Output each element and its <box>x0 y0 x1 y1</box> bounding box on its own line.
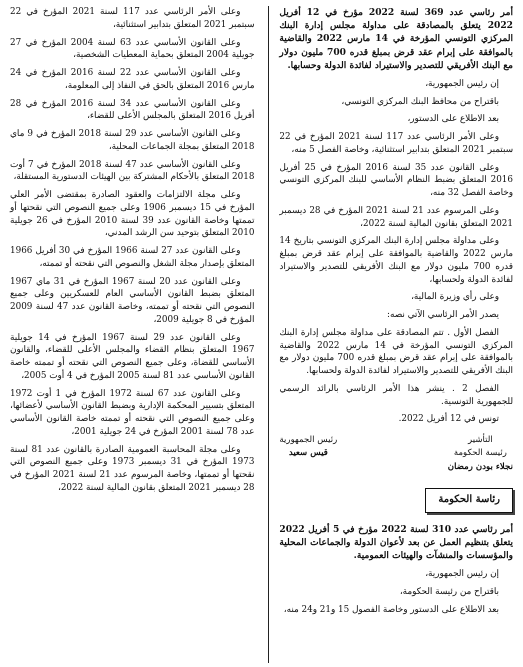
decree-310-para: إن رئيس الجمهورية، <box>425 569 499 580</box>
president-role: رئيس الجمهورية <box>279 435 338 446</box>
decree-310-para: باقتراح من رئيسة الحكومة، <box>399 586 499 597</box>
right-column <box>268 6 513 663</box>
decree-369-para: وعلى الأمر الرئاسي عدد 117 لسنة 2021 المؤرخ في 22 سبتمبر 2021 المتعلق بتدابير استثنائية، وخاصة الفصل 5 منه، <box>279 132 513 155</box>
left-column <box>10 6 254 663</box>
two-column-layout <box>10 6 513 663</box>
legal-reference: وعلى القانون عدد 20 لسنة 1967 المؤرخ في 31 ماي 1967 المتعلق بضبط القانون الأساسي العام للعسكريين وعلى جميع النصوص التي نقحته أو تممته، وخاصة القانون عدد 47 لسنة 2009 المؤرخ في 8 جويلية 2009، <box>10 276 255 325</box>
countersign-label: التأشير <box>468 435 493 446</box>
section-label: رئاسة الحكومة <box>425 488 513 513</box>
countersign-block <box>448 434 513 474</box>
signature-block <box>279 434 513 474</box>
decree-310-para: بعد الاطلاع على الدستور وخاصة الفصول 15 و21 و24 منه، <box>283 604 499 615</box>
decree-369-para: بعد الاطلاع على الدستور، <box>407 114 499 125</box>
legal-reference: وعلى القانون عدد 29 لسنة 1967 المؤرخ في 14 جويلية 1967 المتعلق بنظام القضاء والمجلس الأعلى للقضاء، والقانون الأساسي للقضاة، وعلى جميع النصوص التي نقحته أو تممته خاصة القانون الأساسي عدد 81 لسنة 2005 المؤرخ في 4 أوت 2005، <box>10 332 255 381</box>
legal-reference: وعلى القانون عدد 67 لسنة 1972 المؤرخ في 1 أوت 1972 المتعلق بتسيير المحكمة الإدارية وبضبط القانون الأساسي لأعضائها، وعلى جميع النصوص التي نقحته أو تممته خاصة القانون الأساسي عدد 78 لسنة 2001 المؤرخ في 24 جويلية 2001، <box>10 388 255 437</box>
legal-reference: وعلى القانون عدد 27 لسنة 1966 المؤرخ في 30 أفريل 1966 المتعلق بإصدار مجلة الشغل والنصوص التي نقحته أو تممته، <box>10 246 255 269</box>
legal-reference: وعلى الأمر الرئاسي عدد 117 لسنة 2021 المؤرخ في 22 سبتمبر 2021 المتعلق بتدابير استثنائية، <box>10 7 255 30</box>
section-header-row <box>279 484 513 523</box>
legal-reference: وعلى القانون الأساسي عدد 47 لسنة 2018 المؤرخ في 7 أوت 2018 المتعلق بالأحكام المشتركة بين الهيئات الدستورية المستقلة، <box>10 159 255 183</box>
decree-369-para: وعلى مداولة مجلس إدارة البنك المركزي التونسي بتاريخ 14 مارس 2022 والقاضية بالموافقة على إبرام عقد قرض بمبلغ قدره 700 مليون دولار مع البنك الأفريقي للتصدير والاستيراد لفائدة الدولة ولحسابها، <box>279 236 513 285</box>
legal-reference: وعلى القانون الأساسي عدد 63 لسنة 2004 المؤرخ في 27 جويلية 2004 المتعلق بحماية المعطيات الشخصية، <box>10 37 255 61</box>
legal-reference: وعلى القانون الأساسي عدد 29 لسنة 2018 المؤرخ في 9 ماي 2018 المتعلق بمجلة الجماعات المحلية، <box>10 129 255 152</box>
president-name: قيس سعيد <box>288 448 328 459</box>
prime-minister-name: نجلاء بودن رمضان <box>447 461 513 472</box>
decree-369-article-1: الفصل الأول . تتم المصادقة على مداولة مجلس إدارة البنك المركزي التونسي المؤرخة في 14 مارس 2022 والقاضية بالموافقة على إبرام عقد قرض بمبلغ قدره 700 مليون دولار مع البنك الأفريقي للتصدير والاستيراد لفائدة الدولة ولحسابها. <box>279 327 513 377</box>
decree-369-article-2: الفصل 2 . ينشر هذا الأمر الرئاسي بالرائد الرسمي للجمهورية التونسية. <box>279 383 513 407</box>
decree-369-date: تونس في 12 أفريل 2022. <box>398 414 499 425</box>
legal-reference: وعلى القانون الأساسي عدد 34 لسنة 2016 المؤرخ في 28 أفريل 2016 المتعلق بالمجلس الأعلى للقضاء، <box>10 98 255 122</box>
decree-369-para: وعلى رأي وزيرة المالية، <box>411 292 499 303</box>
prime-minister-role: رئيسة الحكومة <box>453 448 507 459</box>
legal-reference: وعلى القانون الأساسي عدد 22 لسنة 2016 المؤرخ في 24 مارس 2016 المتعلق بالحق في النفاذ إلى المعلومة، <box>10 68 255 91</box>
decree-369-para: وعلى القانون عدد 35 لسنة 2016 المؤرخ في 25 أفريل 2016 المتعلق بضبط النظام الأساسي للبنك المركزي التونسي وخاصة الفصل 32 منه، <box>279 162 513 199</box>
decree-369-para: يصدر الأمر الرئاسي الآتي نصه: <box>387 310 499 321</box>
decree-369-para: باقتراح من محافظ البنك المركزي التونسي، <box>341 96 499 107</box>
decree-369-para: وعلى المرسوم عدد 21 لسنة 2021 المؤرخ في 28 ديسمبر 2021 المتعلق بقانون المالية لسنة 2022، <box>279 205 513 229</box>
decree-310-title: أمر رئاسي عدد 310 لسنة 2022 مؤرخ في 5 أفريل 2022 يتعلق بتنظيم العمل عن بعد لأعوان الدولة والجماعات المحلية والمؤسسات والمنشآت والهيئات العمومية. <box>279 523 513 561</box>
decree-369-para: إن رئيس الجمهورية، <box>425 78 499 89</box>
legal-reference: وعلى مجلة المحاسبة العمومية الصادرة بالقانون عدد 81 لسنة 1973 المؤرخ في 31 ديسمبر 1973 وعلى جميع النصوص التي نقحتها أو تممتها، وخاصة المرسوم عدد 21 لسنة 2021 المؤرخ في 28 ديسمبر 2021 المتعلق بقانون المالية لسنة 2022، <box>10 444 255 493</box>
legal-reference: وعلى مجلة الالتزامات والعقود الصادرة بمقتضى الأمر العلي المؤرخ في 15 ديسمبر 1906 وعلى جميع النصوص التي نقحتها أو تممتها وخاصة القانون عدد 39 لسنة 2010 المؤرخ في 26 جويلية 2010 المتعلق بتوحيد سن الرشد المدني، <box>10 190 255 239</box>
president-sign-block <box>279 434 337 474</box>
decree-369-title: أمر رئاسي عدد 369 لسنة 2022 مؤرخ في 12 أفريل 2022 يتعلق بالمصادقة على مداولة مجلس إدارة البنك المركزي التونسي المؤرخة في 14 مارس 2022 والقاضية بالموافقة على إبرام عقد قرض بمبلغ قدره 700 مليون دولار مع البنك الأفريقي للتصدير والاستيراد لفائدة الدولة وحسابها. <box>279 7 513 71</box>
